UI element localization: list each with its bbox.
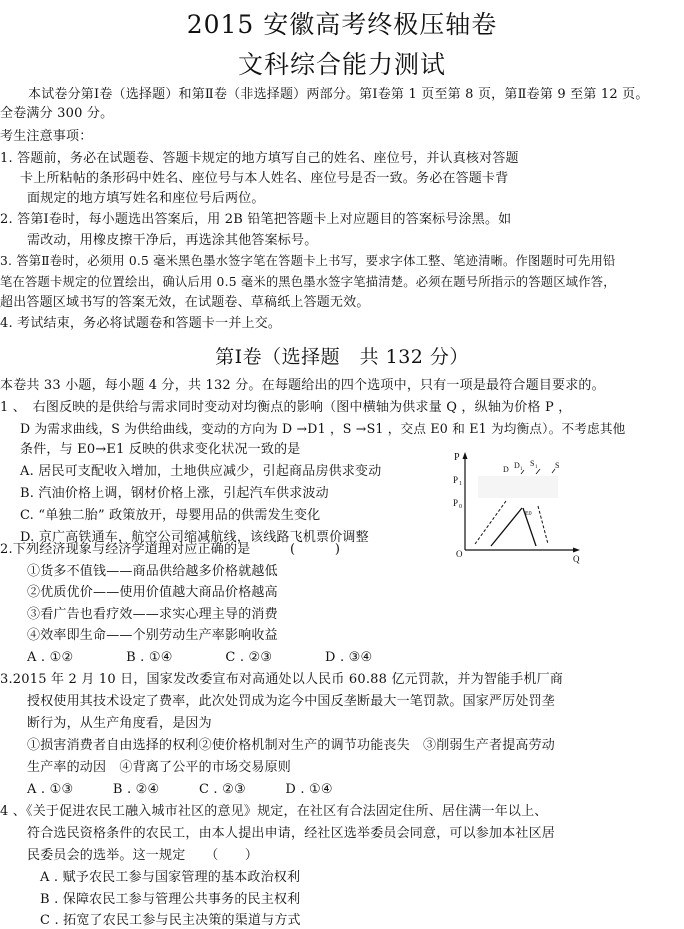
label-p1: P [453,475,459,485]
label-origin: O [456,549,463,559]
curve-s [538,506,548,544]
q2-statement-4: ④效率即生命——个别劳动生产率影响收益 [27,628,278,643]
curve-d [475,501,506,544]
intro-line-1: 本试卷分第Ⅰ卷（选择题）和第Ⅱ卷（非选择题）两部分。第Ⅰ卷第 1 页至第 8 页，第Ⅱ卷第 9 至第 12 页。 [28,87,649,102]
q4-option-a: A . 赋予农民工参与国家管理的基本政治权利 [40,870,301,885]
svg-text:0: 0 [459,504,462,510]
q1-stem-line-2: D 为需求曲线，S 为供给曲线，变动的方向为 D →D1 ，S →S1 ，交点 E0 和 E1 为均衡点）。不考虑其他 [20,421,626,436]
q3-stem-line-2: 授权使用其技术设定了费率，此次处罚成为迄今中国反垄断最大一笔罚款。国家严厉处罚垄 [27,694,556,709]
label-s1: S [530,459,535,468]
q4-option-c: C . 拓宽了农民工参与民主决策的渠道与方式 [40,913,301,928]
exam-subtitle: 文科综合能力测试 [237,50,446,79]
q3-stem-line-3: 断行为，从生产角度看，是因为 [27,716,212,731]
q2-statement-2: ②优质优价——使用价值越大商品价格越高 [27,585,278,600]
q2-statement-3: ③看广告也看疗效——求实心理主导的消费 [27,607,278,622]
svg-text:1: 1 [535,465,538,470]
note-4-line-1: 4. 考试结束，务必将试题卷和答题卡一并上交。 [0,316,282,331]
supply-demand-graph [448,446,588,566]
y-axis-arrow-icon [463,452,468,459]
intro-line-2: 全卷满分 300 分。 [0,106,114,121]
note-2-line-1: 2. 答第Ⅰ卷时，每小题选出答案后，用 2B 铅笔把答题卡上对应题目的答案标号涂黑。如 [0,212,512,227]
q1-option-b: B. 汽油价格上调，钢材价格上涨，引起汽车供求波动 [20,486,329,501]
label-p0: P [453,498,459,508]
note-1-line-3: 面规定的地方填写姓名和座位号后两位。 [27,191,265,206]
q4-stem-line-3: 民委员会的选举。这一规定 （ ） [27,848,259,863]
q1-option-d: D. 京广高铁通车，航空公司缩减航线，该线路飞机票价调整 [20,530,369,545]
q1-stem-line-3: 条件，与 E0→E1 反映的供求变化状况一致的是 [20,442,301,457]
obscured-band [478,476,558,498]
q3-statements-line-2: 生产率的动因 ④背离了公平的市场交易原则 [27,760,292,775]
note-3-line-2: 笔在答题卡规定的位置绘出，确认后用 0.5 毫米的黑色墨水签字笔描清楚。必须在题号所指示的答题区域作答， [0,275,616,289]
note-3-line-1: 3. 答第Ⅱ卷时，必须用 0.5 毫米黑色墨水签字笔在答题卡上书写，要求字体工整、笔迹清晰。作图题时可先用铅 [0,254,616,268]
q2-options: A . ①② B . ①④ C . ②③ D . ③④ [27,650,373,665]
q4-stem-line-1: 4 、《关于促进农民工融入城市社区的意见》规定，在社区有合法固定住所、居住满一年以上、 [0,804,548,819]
q2-statement-1: ①货多不值钱——商品供给越多价格就越低 [27,564,278,579]
notes-heading: 考生注意事项： [0,129,93,144]
curve-s1 [491,508,522,546]
label-s: S [555,461,560,470]
label-d: D [503,465,509,474]
q1-option-a: A. 居民可支配收入增加，土地供应减少，引起商品房供求变动 [20,464,382,479]
label-d1: D [514,461,520,470]
exam-title: 2015 安徽高考终极压轴卷 [186,10,498,39]
supply-demand-figure [448,446,588,566]
q3-stem-line-1: 3.2015 年 2 月 10 日，国家发改委宣布对高通处以人民币 60.88 亿元罚款，并为智能手机厂商 [0,672,564,687]
q2-stem: 2.下列经济现象与经济学道理对应正确的是 ( ) [0,542,341,557]
q4-option-b: B . 保障农民工参与管理公共事务的民主权利 [40,892,301,907]
label-p: P [454,452,460,463]
svg-text:1: 1 [459,481,462,487]
section-1-title: 第Ⅰ卷（选择题 共 132 分） [215,346,469,368]
section-1-instruction: 本卷共 33 小题，每小题 4 分，共 132 分。在每题给出的四个选项中，只有一项是最符合题目要求的。 [0,378,605,393]
x-axis-arrow-icon [573,548,580,553]
note-3-line-3: 超出答题区域书写的答案无效，在试题卷、草稿纸上答题无效。 [0,295,370,310]
note-2-line-2: 需改动，用橡皮擦干净后，再选涂其他答案标号。 [27,233,318,248]
q1-option-c: C. “单独二胎” 政策放开，母婴用品的供需发生变化 [20,508,321,523]
q1-stem-line-1: 1 、 右图反映的是供给与需求同时变动对均衡点的影响（图中横轴为供求量 Q ，纵轴为价格 P ， [0,400,572,415]
q3-statements-line-1: ①损害消费者自由选择的权利②使价格机制对生产的调节功能丧失 ③削弱生产者提高劳动 [27,738,556,753]
q4-stem-line-2: 符合选民资格条件的农民工，由本人提出申请，经社区选举委员会同意，可以参加本社区居 [27,826,556,841]
note-1-line-2: 卡上所粘帖的条形码中姓名、座位号与本人姓名、座位号是否一致。务必在答题卡背 [20,171,509,186]
label-e0: E0 [525,511,532,517]
q3-options: A . ①③ B . ②④ C . ②③ D . ①④ [27,782,333,797]
label-q: Q [573,554,580,564]
note-1-line-1: 1. 答题前，务必在试题卷、答题卡规定的地方填写自己的姓名、座位号，并认真核对答题 [0,151,519,166]
svg-text:1: 1 [520,467,523,472]
